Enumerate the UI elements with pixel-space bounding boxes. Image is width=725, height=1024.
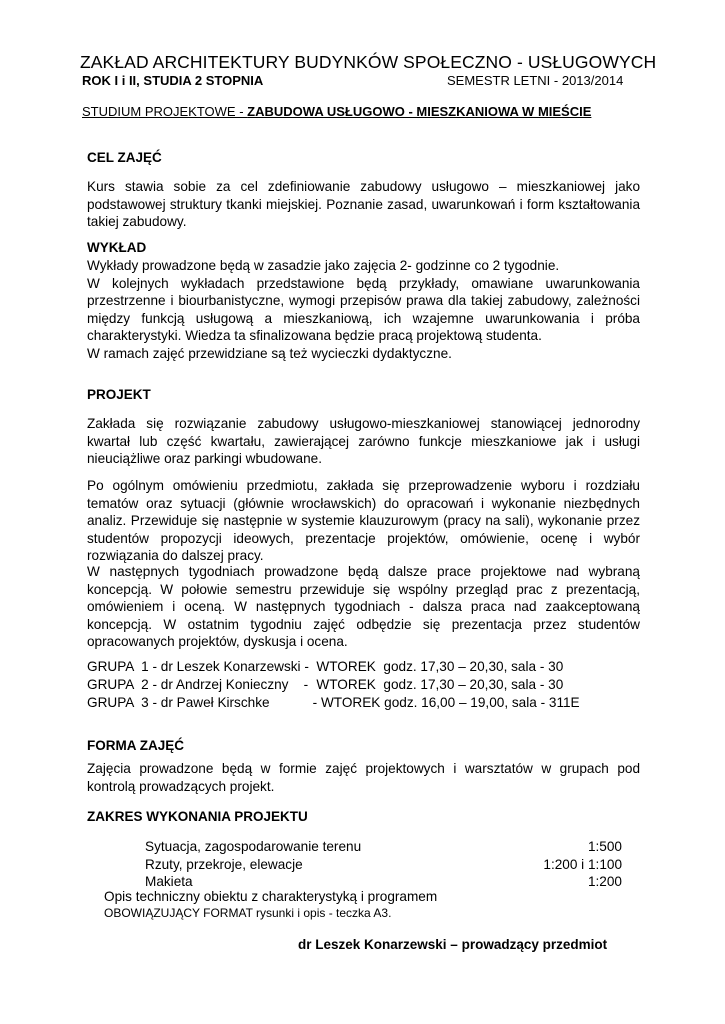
- projekt-heading: PROJEKT: [87, 387, 151, 402]
- department-title: ZAKŁAD ARCHITEKTURY BUDYNKÓW SPOŁECZNO - USŁUGOWYCH: [80, 52, 657, 72]
- studium-heading: [82, 104, 591, 119]
- wyklad-line-3: W ramach zajęć przewidziane są też wycieczki dydaktyczne.: [87, 345, 452, 361]
- group-schedule: - WTOREK godz. 16,00 – 19,00, sala - 311E: [312, 695, 580, 710]
- projekt-para-3: W następnych tygodniach prowadzone będą dalsze prace projektowe nad wybraną koncepcją. W połowie semestru przewiduje się wspólny przegląd prac z prezentacją, omówieniem i oceną. W następnych tygodniach - dalsza praca nad zaakceptowaną koncepcją. W ostatnim tygodniu zajęć odbędzie się prezentacja przez studentów opracowanych projektów, dyskusja i ocena.: [87, 564, 640, 650]
- projekt-para-2: Po ogólnym omówieniu przedmiotu, zakłada się przeprowadzenie wyboru i rozdziału tematów oraz sytuacji (głównie wrocławskich) do opracowań i wykonanie niezbędnych analiz. Przewiduje się następnie w systemie klauzurowym (pracy na sali), wykonanie przez studentów propozycji ideowych, prezentacje projektów, omówienie, ocenę i wybór rozwiązania do dalszej pracy.: [87, 478, 640, 564]
- group-schedule: WTOREK godz. 17,30 – 20,30, sala - 30: [312, 659, 564, 674]
- group-teacher: dr Paweł Kirschke: [160, 695, 297, 710]
- group-schedule: WTOREK godz. 17,30 – 20,30, sala - 30: [312, 677, 564, 692]
- group-label: GRUPA 1 -: [87, 659, 161, 674]
- scope-scale: 1:200: [587, 874, 622, 889]
- group-label: GRUPA 2 -: [87, 677, 161, 692]
- projekt-para-1: Zakłada się rozwiązanie zabudowy usługowo-mieszkaniowej stanowiącej jednorodny kwartał lub część kwartału, zawierającej zarówno funkcje mieszkaniowe jak i usługi nieuciążliwe oraz parkingi wbudowane.: [87, 416, 640, 467]
- scope-scale: 1:200 i 1:100: [543, 856, 622, 872]
- group-row: [87, 676, 580, 694]
- scope-row: [145, 873, 622, 891]
- wyklad-line-2: W kolejnych wykładach przedstawione będą przykłady, omawiane uwarunkowania przestrzenne i biourbanistyczne, wymogi przepisów prawa dla takiej zabudowy, zależności między funkcją usługową a mieszkaniową, ich wzajemne uwarunkowania i próba charakterystyki. Wiedza ta sfinalizowana będzie pracą projektową studenta.: [87, 275, 640, 344]
- studium-prefix: STUDIUM PROJEKTOWE -: [82, 104, 248, 119]
- group-label: GRUPA 3 -: [87, 695, 161, 710]
- zakres-heading: ZAKRES WYKONANIA PROJEKTU: [87, 809, 308, 824]
- scope-scale: 1:500: [587, 839, 622, 854]
- forma-heading: FORMA ZAJĘĆ: [87, 738, 184, 753]
- scope-row: [145, 856, 622, 874]
- technical-description: Opis techniczny obiektu z charakterystyką i programem: [104, 889, 438, 904]
- forma-text: Zajęcia prowadzone będą w formie zajęć projektowych i warsztatów w grupach pod kontrolą prowadzących projekt.: [87, 761, 640, 794]
- scope-item: Sytuacja, zagospodarowanie terenu: [145, 839, 362, 854]
- wyklad-line-1: Wykłady prowadzone będą w zasadzie jako zajęcia 2- godzinne co 2 tygodnie.: [87, 258, 560, 273]
- wyklad-heading: WYKŁAD: [87, 240, 147, 255]
- scope-table: [145, 838, 622, 891]
- required-format: OBOWIĄZUJĄCY FORMAT rysunki i opis - teczka A3.: [104, 906, 392, 920]
- semester-label: SEMESTR LETNI - 2013/2014: [447, 73, 624, 88]
- scope-item: Makieta: [145, 874, 193, 889]
- group-teacher: dr Andrzej Konieczny -: [160, 677, 312, 692]
- studium-topic: ZABUDOWA USŁUGOWO - MIESZKANIOWA W MIEŚCIE: [247, 104, 592, 119]
- scope-row: [145, 838, 622, 856]
- group-row: [87, 694, 580, 712]
- year-study-label: ROK I i II, STUDIA 2 STOPNIA: [82, 73, 264, 88]
- group-row: [87, 658, 580, 676]
- cel-heading: CEL ZAJĘĆ: [87, 150, 162, 165]
- cel-text: Kurs stawia sobie za cel zdefiniowanie zabudowy usługowo – mieszkaniowej jako podstawowej struktury tkanki miejskiej. Poznanie zasad, uwarunkowań i form kształtowania takiej zabudowy.: [87, 179, 640, 230]
- groups-table: [87, 658, 580, 712]
- wyklad-body: [87, 257, 640, 363]
- group-teacher: dr Leszek Konarzewski -: [160, 659, 313, 674]
- signature: dr Leszek Konarzewski – prowadzący przedmiot: [298, 937, 608, 952]
- scope-item: Rzuty, przekroje, elewacje: [145, 856, 303, 872]
